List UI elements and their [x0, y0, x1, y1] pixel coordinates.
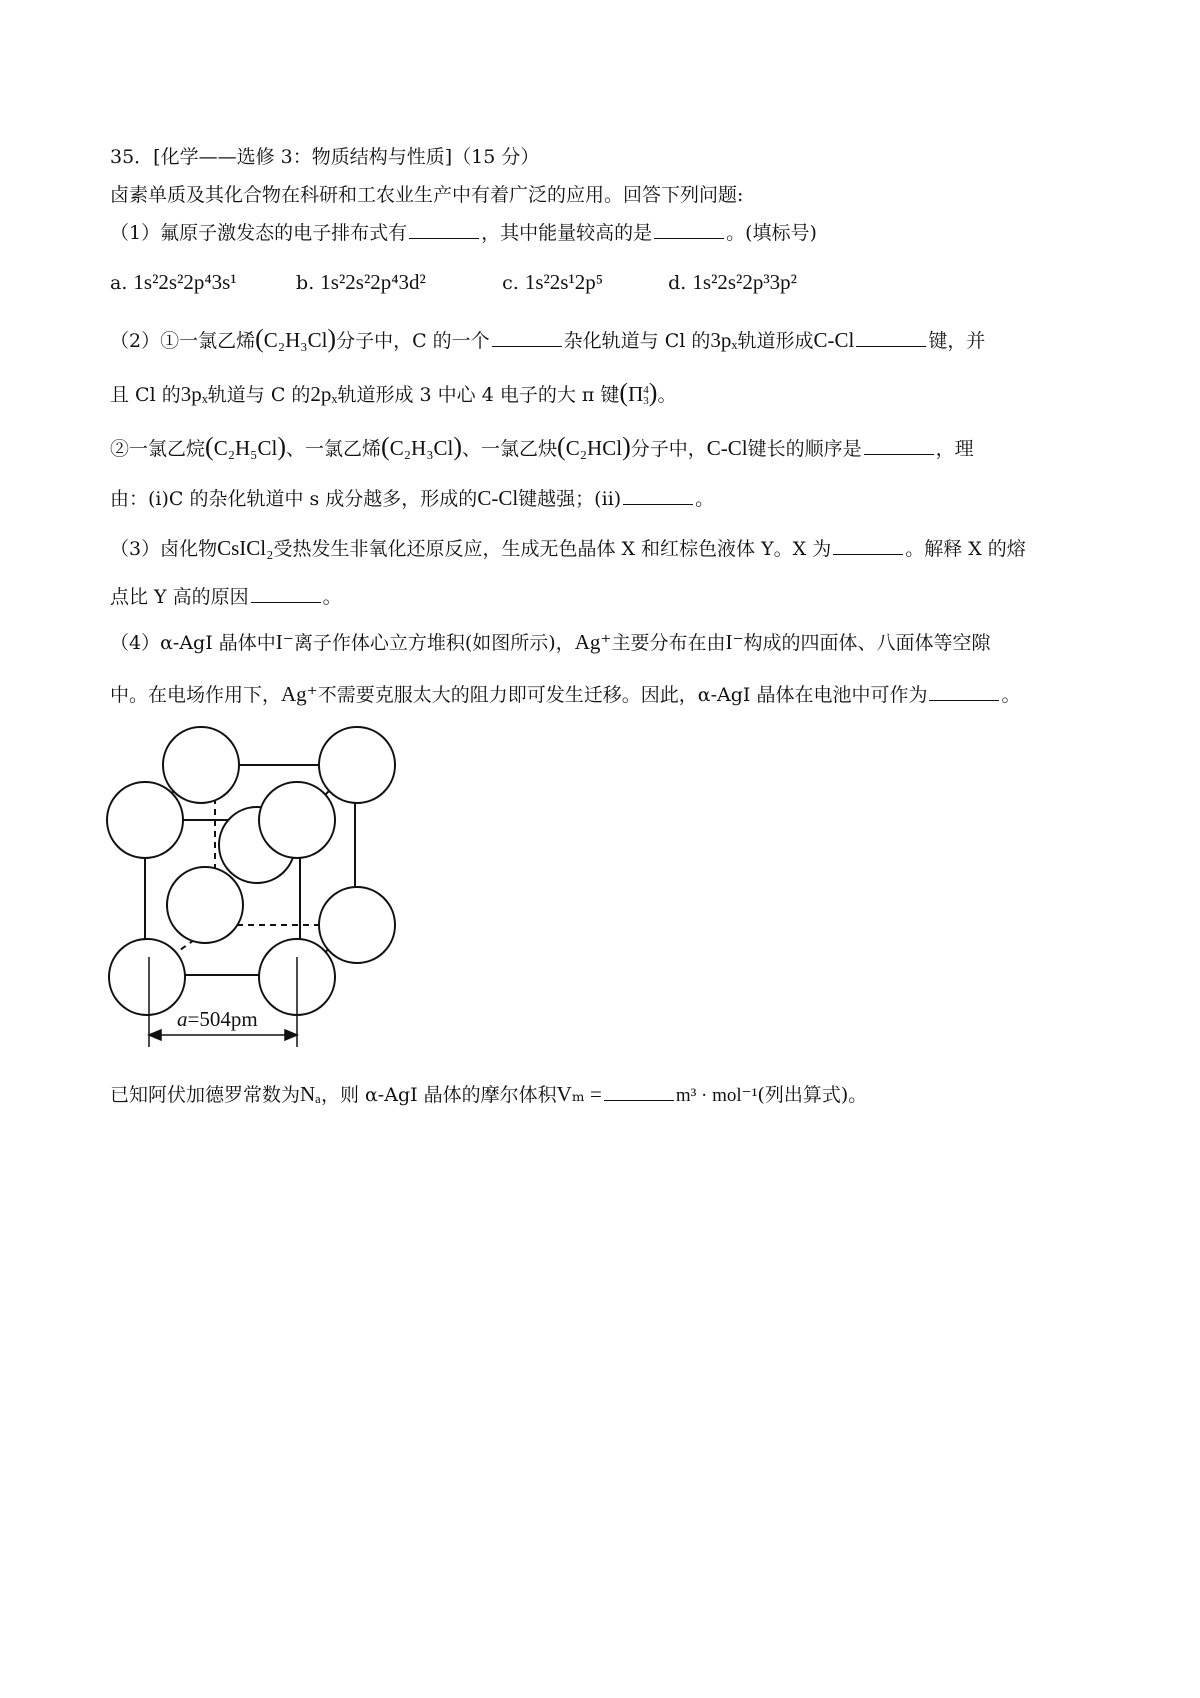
dimension-arrow-right — [285, 1030, 297, 1040]
iodide-ion-front-top-right — [259, 782, 335, 858]
q3-line-2: 点比 Y 高的原因 。 — [110, 586, 342, 608]
q3-line-1: （3）卤化物CsICl₂受热发生非氧化还原反应，生成无色晶体 X 和红棕色液体 Y。X 为 。解释 X 的熔 — [110, 536, 1026, 560]
answer-blank[interactable] — [604, 1099, 674, 1101]
q4-line-2: 中。在电场作用下，Ag⁺不需要克服太大的阻力即可发生迁移。因此，α-AgI 晶体在电池中可作为 。 — [110, 682, 1021, 706]
answer-blank[interactable] — [864, 453, 934, 455]
option-c: c. 1s²2s¹2p⁵ — [502, 270, 604, 294]
pi-bond-symbol: Π 4 3 — [628, 382, 649, 408]
dimension-arrow-left — [149, 1030, 161, 1040]
answer-blank[interactable] — [492, 345, 562, 347]
question-header: 35．[化学——选修 3：物质结构与性质]（15 分） — [110, 146, 540, 168]
q2-line-3: ②一氯乙烷(C₂H₅Cl)、一氯乙烯(C₂H₃Cl)、一氯乙炔(C₂HCl)分子中，C-Cl键长的顺序是 ，理 — [110, 432, 974, 461]
answer-blank[interactable] — [251, 601, 321, 603]
iodide-ion-back-top-left — [163, 727, 239, 803]
lattice-constant-label: a=504pm — [177, 1007, 258, 1031]
option-b: b. 1s²2s²2p⁴3d² — [296, 270, 426, 294]
bcc-unit-cell-figure — [105, 725, 445, 1055]
iodide-ion-front-bottom-left — [109, 939, 185, 1015]
q2-line-4: 由：(ⅰ)C 的杂化轨道中 s 成分越多，形成的C-Cl键越强；(ⅱ) 。 — [110, 486, 715, 510]
answer-blank[interactable] — [929, 699, 999, 701]
answer-blank[interactable] — [856, 345, 926, 347]
final-line: 已知阿伏加德罗常数为Nₐ，则 α-AgI 晶体的摩尔体积Vₘ = m³ · mol⁻¹(列出算式)。 — [110, 1082, 868, 1106]
iodide-ion-front-top-left — [107, 782, 183, 858]
options-line — [110, 272, 797, 293]
answer-blank[interactable] — [654, 237, 724, 239]
q2-line-1: （2）①一氯乙烯(C₂H₃Cl)分子中，C 的一个 杂化轨道与 Cl 的3pₓ轨道形成C-Cl 键，并 — [110, 324, 986, 353]
answer-blank[interactable] — [409, 237, 479, 239]
iodide-ion-back-top-right — [319, 727, 395, 803]
iodide-ion-back-bottom-left — [167, 867, 243, 943]
answer-blank[interactable] — [833, 553, 903, 555]
answer-blank[interactable] — [623, 503, 693, 505]
iodide-ion-back-bottom-right — [319, 887, 395, 963]
question-intro: 卤素单质及其化合物在科研和工农业生产中有着广泛的应用。回答下列问题: — [110, 184, 744, 206]
option-a: a. 1s²2s²2p⁴3s¹ — [110, 270, 237, 294]
q2-line-2: 且 Cl 的3pₓ轨道与 C 的2pₓ轨道形成 3 中心 4 电子的大 π 键(Π 4 3 )。 — [110, 378, 677, 408]
q1-line: （1）氟原子激发态的电子排布式有 ，其中能量较高的是 。(填标号) — [110, 222, 817, 244]
option-d: d. 1s²2s²2p³3p² — [668, 270, 797, 294]
q4-line-1: （4）α-AgI 晶体中I⁻离子作体心立方堆积(如图所示)，Ag⁺主要分布在由I⁻构成的四面体、八面体等空隙 — [110, 630, 991, 654]
